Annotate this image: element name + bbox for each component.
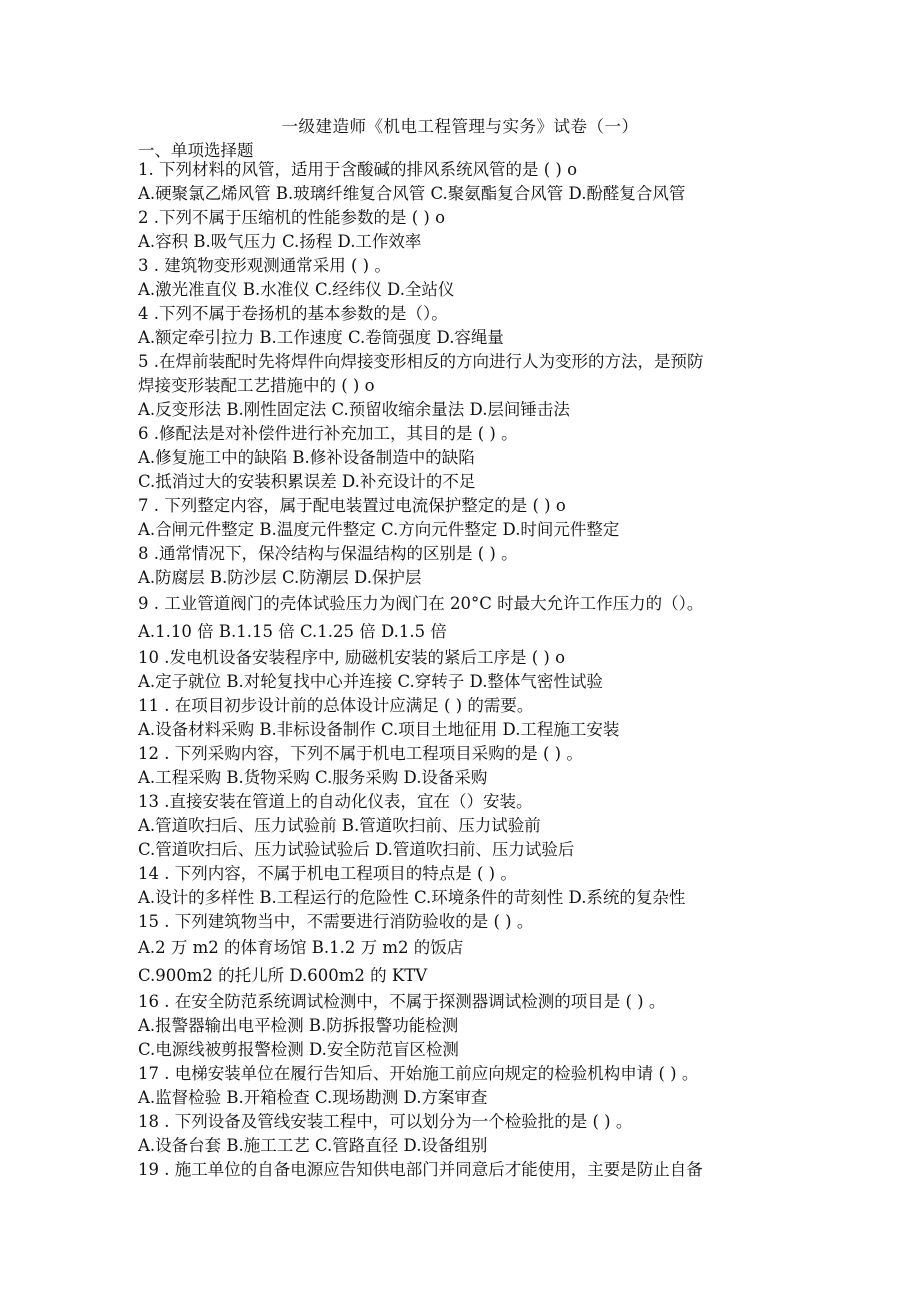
options-line: A.1.10 倍 B.1.15 倍 C.1.25 倍 D.1.5 倍	[138, 622, 447, 641]
options-line: C.管道吹扫后、压力试验试验后 D.管道吹扫前、压力试验后	[138, 840, 575, 859]
options-line: A.2 万 m2 的体育场馆 B.1.2 万 m2 的饭店	[138, 938, 464, 957]
options-line: A.激光准直仪 B.水准仪 C.经纬仪 D.全站仪	[138, 280, 455, 299]
question-line: 17 . 电梯安装单位在履行告知后、开始施工前应向规定的检验机构申请 ( ) 。	[138, 1064, 699, 1083]
options-line: A.防腐层 B.防沙层 C.防潮层 D.保护层	[138, 568, 422, 587]
section-heading: 一、单项选择题	[138, 141, 254, 160]
options-line: A.修复施工中的缺陷 B.修补设备制造中的缺陷	[138, 448, 475, 467]
question-line-continued: 焊接变形装配工艺措施中的 ( ) o	[138, 376, 375, 395]
options-line: A.硬聚氯乙烯风管 B.玻璃纤维复合风管 C.聚氨酯复合风管 D.酚醛复合风管	[138, 184, 686, 203]
question-line: 8 .通常情况下，保冷结构与保温结构的区别是 ( ) 。	[138, 544, 518, 563]
options-line: A.设备材料采购 B.非标设备制作 C.项目土地征用 D.工程施工安装	[138, 720, 620, 739]
options-line: A.报警器输出电平检测 B.防拆报警功能检测	[138, 1016, 459, 1035]
question-line: 7 . 下列整定内容，属于配电装置过电流保护整定的是 ( ) o	[138, 496, 566, 515]
options-line: A.监督检验 B.开箱检查 C.现场勘测 D.方案审查	[138, 1088, 488, 1107]
question-line: 18 . 下列设备及管线安装工程中，可以划分为一个检验批的是 ( ) 。	[138, 1112, 633, 1131]
question-line: 14 . 下列内容，不属于机电工程项目的特点是 ( ) 。	[138, 864, 517, 883]
question-line: 13 .直接安装在管道上的自动化仪表，宜在（）安装。	[138, 792, 533, 811]
options-line: A.管道吹扫后、压力试验前 B.管道吹扫前、压力试验前	[138, 816, 541, 835]
options-line: A.工程采购 B.货物采购 C.服务采购 D.设备采购	[138, 768, 488, 787]
exam-title: 一级建造师《机电工程管理与实务》试卷（一）	[281, 117, 639, 136]
question-line: 9 . 工业管道阀门的壳体试验压力为阀门在 20°C 时最大允许工作压力的（）。	[138, 594, 704, 613]
options-line: C.电源线被剪报警检测 D.安全防范盲区检测	[138, 1040, 459, 1059]
question-line: 12 . 下列采购内容，下列不属于机电工程项目采购的是 ( ) 。	[138, 744, 583, 763]
options-line: A.设备台套 B.施工工艺 C.管路直径 D.设备组别	[138, 1136, 488, 1155]
question-line: 5 .在焊前装配时先将焊件向焊接变形相反的方向进行人为变形的方法，是预防	[138, 352, 704, 371]
options-line: A.合闸元件整定 B.温度元件整定 C.方向元件整定 D.时间元件整定	[138, 520, 620, 539]
question-line: 6 .修配法是对补偿件进行补充加工，其目的是 ( ) 。	[138, 424, 518, 443]
question-line: 11 . 在项目初步设计前的总体设计应满足 ( ) 的需要。	[138, 696, 534, 715]
question-line: 4 .下列不属于卷扬机的基本参数的是（）。	[138, 304, 448, 323]
question-line: 16 . 在安全防范系统调试检测中，不属于探测器调试检测的项目是 ( ) 。	[138, 992, 666, 1011]
options-line: C.900m2 的托儿所 D.600m2 的 KTV	[138, 966, 428, 985]
question-line: 3 . 建筑物变形观测通常采用 ( ) 。	[138, 256, 391, 275]
options-line: A.设计的多样性 B.工程运行的危险性 C.环境条件的苛刻性 D.系统的复杂性	[138, 888, 686, 907]
options-line: A.额定牵引拉力 B.工作速度 C.卷筒强度 D.容绳量	[138, 328, 504, 347]
question-list	[138, 158, 788, 1182]
options-line: A.反变形法 B.刚性固定法 C.预留收缩余量法 D.层间锤击法	[138, 400, 570, 419]
options-line: C.抵消过大的安装积累误差 D.补充设计的不足	[138, 472, 476, 491]
question-line: 10 .发电机设备安装程序中, 励磁机安装的紧后工序是 ( ) o	[138, 648, 566, 667]
question-line: 19 . 施工单位的自备电源应告知供电部门并同意后才能使用，主要是防止自备	[138, 1160, 703, 1179]
options-line: A.定子就位 B.对轮复找中心并连接 C.穿转子 D.整体气密性试验	[138, 672, 603, 691]
question-line: 2 .下列不属于压缩机的性能参数的是 ( ) o	[138, 208, 446, 227]
question-line: 1. 下列材料的风管，适用于含酸碱的排风系统风管的是 ( ) o	[138, 160, 578, 179]
options-line: A.容积 B.吸气压力 C.扬程 D.工作效率	[138, 232, 422, 251]
question-line: 15 . 下列建筑物当中，不需要进行消防验收的是 ( ) 。	[138, 912, 534, 931]
